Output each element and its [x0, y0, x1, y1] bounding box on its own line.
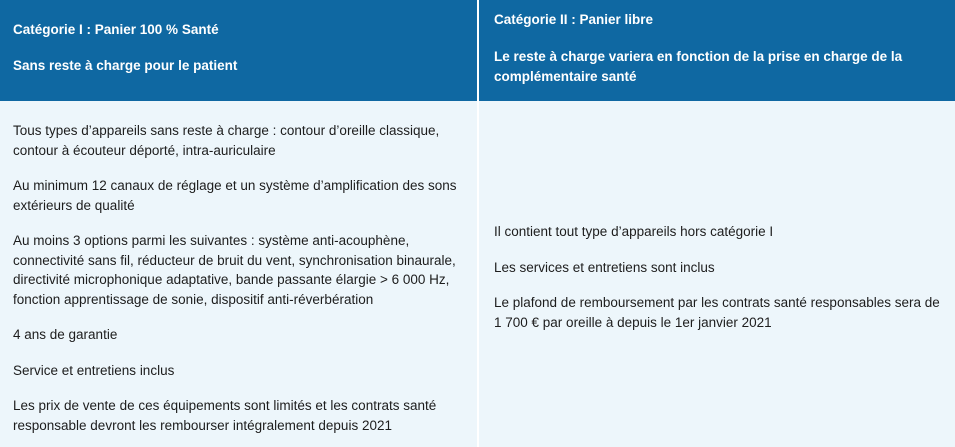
- category-1-item: Tous types d’appareils sans reste à charge : contour d’oreille classique, contour à écouteur déporté, intra-auriculaire: [13, 123, 440, 158]
- category-1-title: Catégorie I : Panier 100 % Santé: [13, 22, 219, 37]
- header-category-2: [479, 0, 955, 101]
- category-1-subtitle: Sans reste à charge pour le patient: [13, 58, 238, 73]
- category-2-item: Les services et entretiens sont inclus: [494, 259, 715, 275]
- category-1-item: Service et entretiens inclus: [13, 362, 175, 378]
- category-1-item: 4 ans de garantie: [13, 327, 118, 342]
- category-1-item: Les prix de vente de ces équipements sont limités et les contrats santé responsable devront les rembourser intégralement depuis 2021: [13, 398, 437, 433]
- header-category-1: [0, 0, 479, 101]
- category-1-details: [0, 101, 479, 447]
- category-1-item: Au moins 3 options parmi les suivantes : système anti-acouphène, connectivité sans fil, réducteur de bruit du vent, synchronisation binaurale, directivité microphonique adaptative, bande passante élargie > 6 000 Hz, fonction apprentissage de sonie, dispositif anti-réverbération: [13, 233, 456, 307]
- category-1-item: Au minimum 12 canaux de réglage et un système d’amplification des sons extérieurs de qualité: [13, 178, 457, 213]
- category-2-subtitle: Le reste à charge variera en fonction de la prise en charge de la complémentaire santé: [494, 49, 903, 84]
- category-2-item: Il contient tout type d’appareils hors catégorie I: [494, 224, 774, 239]
- category-2-details: [479, 101, 955, 447]
- category-2-title: Catégorie II : Panier libre: [494, 12, 654, 27]
- category-2-item: Le plafond de remboursement par les contrats santé responsables sera de 1 700 € par oreille à depuis le 1er janvier 2021: [494, 295, 940, 330]
